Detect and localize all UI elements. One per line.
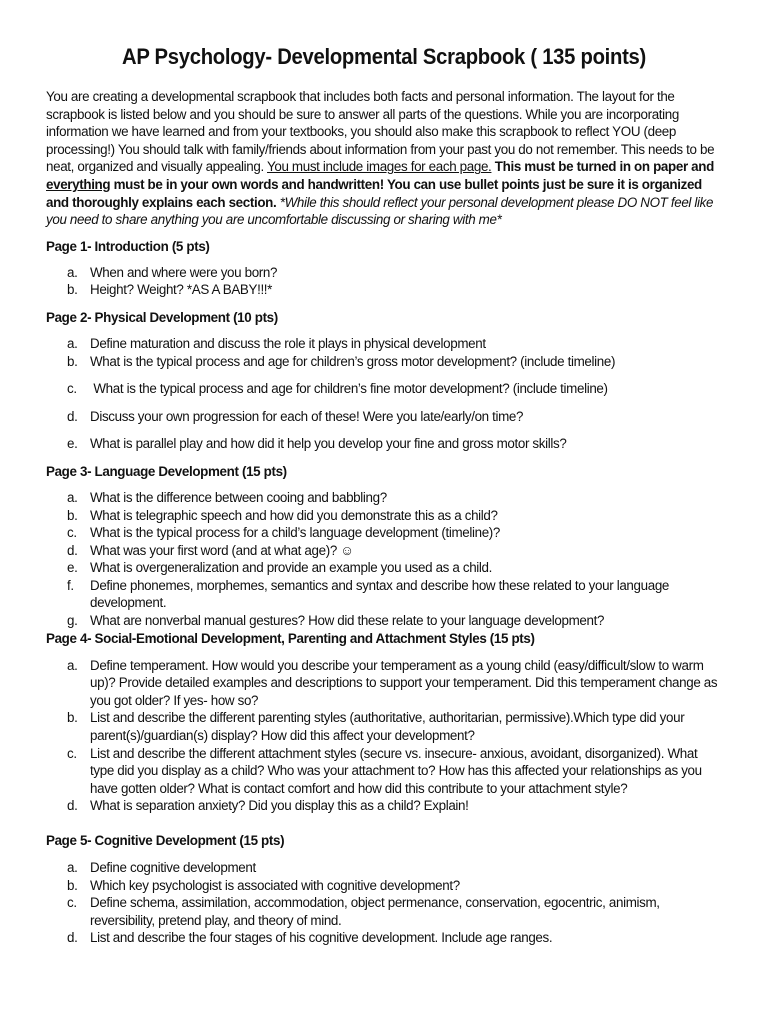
question-list-page-2 <box>46 335 722 453</box>
list-marker: e. <box>67 436 78 452</box>
list-marker: c. <box>67 381 77 397</box>
list-item <box>46 745 722 798</box>
list-item <box>46 877 722 895</box>
list-marker: a. <box>67 657 78 673</box>
list-marker: d. <box>67 408 78 424</box>
list-item <box>46 281 722 299</box>
question-text: Define maturation and discuss the role it plays in physical development <box>90 335 486 351</box>
list-item <box>46 264 722 282</box>
list-item <box>46 894 722 929</box>
section-heading-page-1: Page 1- Introduction (5 pts) <box>46 238 210 254</box>
question-text: What is parallel play and how did it help you develop your fine and gross motor skills? <box>90 436 567 452</box>
list-marker: c. <box>67 525 77 541</box>
list-marker: a. <box>67 860 78 875</box>
list-item <box>46 435 722 453</box>
list-marker: a. <box>67 264 78 280</box>
list-marker: c. <box>67 895 77 911</box>
question-text: What is the difference between cooing and babbling? <box>90 489 387 505</box>
list-item <box>46 559 722 577</box>
list-item <box>46 353 722 371</box>
intro-images-requirement: You must include images for each page. <box>267 159 492 175</box>
section-heading-page-3: Page 3- Language Development (15 pts) <box>46 463 287 479</box>
list-marker: b. <box>67 282 78 298</box>
question-text: What are nonverbal manual gestures? How did these relate to your language development? <box>90 613 605 629</box>
section-heading-page-2: Page 2- Physical Development (10 pts) <box>46 309 278 325</box>
list-marker: e. <box>67 560 78 576</box>
question-text: Define temperament. How would you describe your temperament as a young child (easy/difficult/slow to warm up)? Provide detailed examples and descriptions to support your temperament. Did this temperament change as you got older? If yes- how so? <box>90 657 718 708</box>
list-marker: b. <box>67 507 78 523</box>
list-item <box>46 797 722 815</box>
list-marker: d. <box>67 798 78 814</box>
list-marker: c. <box>67 745 77 761</box>
list-marker: a. <box>67 489 78 505</box>
question-text: When and where were you born? <box>90 264 278 280</box>
list-item <box>46 489 722 507</box>
question-text: What is telegraphic speech and how did you demonstrate this as a child? <box>90 507 498 523</box>
list-marker: g. <box>67 613 78 629</box>
intro-paragraph <box>46 88 722 229</box>
question-text: Define cognitive development <box>90 860 256 875</box>
list-item <box>46 859 722 877</box>
intro-everything-emphasis: everything <box>46 176 111 192</box>
question-text: Discuss your own progression for each of these! Were you late/early/on time? <box>90 408 524 424</box>
list-item <box>46 380 722 398</box>
question-text: List and describe the four stages of his cognitive development. Include age ranges. <box>90 930 553 946</box>
list-item <box>46 929 722 947</box>
section-heading-page-5: Page 5- Cognitive Development (15 pts) <box>46 833 285 848</box>
question-text: Which key psychologist is associated with cognitive development? <box>90 877 460 893</box>
question-text: What is the typical process and age for children’s gross motor development? (include timeline) <box>90 353 616 369</box>
question-text: What was your first word (and at what age)? ☺ <box>90 542 354 558</box>
question-text: What is the typical process and age for children’s fine motor development? (include timeline) <box>90 381 608 397</box>
intro-handwritten-requirement: must be in your own words and handwritten! You can use bullet points just be sure it is organized and thoroughly explains each section. <box>46 176 702 210</box>
intro-privacy-note: *While this should reflect your personal development please DO NOT feel like you need to share anything you are uncomfortable discussing or sharing with me* <box>46 194 714 228</box>
question-list-page-4 <box>46 657 722 815</box>
list-item <box>46 335 722 353</box>
question-list-page-3 <box>46 489 722 630</box>
list-marker: b. <box>67 877 78 893</box>
list-marker: a. <box>67 335 78 351</box>
list-marker: d. <box>67 542 78 558</box>
question-text: What is the typical process for a child’s language development (timeline)? <box>90 525 501 541</box>
intro-paper-requirement: This must be turned in on paper and <box>491 159 714 175</box>
list-item <box>46 507 722 525</box>
question-text: What is separation anxiety? Did you display this as a child? Explain! <box>90 798 469 814</box>
list-item <box>46 657 722 710</box>
question-text: List and describe the different attachment styles (secure vs. insecure- anxious, avoidant, disorganized). What type did you display as a child? Who was your attachment to? How has this affected your relationships as you have gotten older? What is contact comfort and how did this contribute to your attachment style? <box>90 745 702 796</box>
question-text: List and describe the different parenting styles (authoritative, authoritarian, permissive).Which type did your parent(s)/guardian(s) display? How did this affect your development? <box>90 710 685 744</box>
list-marker: d. <box>67 930 78 946</box>
list-item <box>46 524 722 542</box>
question-text: Define phonemes, morphemes, semantics and syntax and describe how these related to your language development. <box>90 577 670 611</box>
list-marker: b. <box>67 353 78 369</box>
list-marker: b. <box>67 710 78 726</box>
list-marker: f. <box>67 577 74 593</box>
list-item <box>46 408 722 426</box>
intro-text: You are creating a developmental scrapbook that includes both facts and personal information. The layout for the scrapbook is listed below and you should be sure to answer all parts of the questions. While you are incorporating information we have learned and from your textbooks, you should also make this scrapbook to reflect YOU (deep processing!) You should talk with family/friends about information from your past you do not remember. This needs to be neat, organized and visually appealing. <box>46 89 715 175</box>
list-item <box>46 612 722 630</box>
question-list-page-5 <box>46 859 722 947</box>
question-text: Height? Weight? *AS A BABY!!!* <box>90 282 273 298</box>
list-item <box>46 709 722 744</box>
question-list-page-1 <box>46 264 722 299</box>
document-title: AP Psychology- Developmental Scrapbook ( 135 points) <box>121 44 647 69</box>
section-heading-page-4: Page 4- Social-Emotional Development, Parenting and Attachment Styles (15 pts) <box>46 630 535 646</box>
list-item <box>46 542 722 560</box>
question-text: What is overgeneralization and provide an example you used as a child. <box>90 560 493 576</box>
question-text: Define schema, assimilation, accommodation, object permenance, conservation, egocentric, animism, reversibility, pretend play, and theory of mind. <box>90 895 660 928</box>
list-item <box>46 577 722 612</box>
